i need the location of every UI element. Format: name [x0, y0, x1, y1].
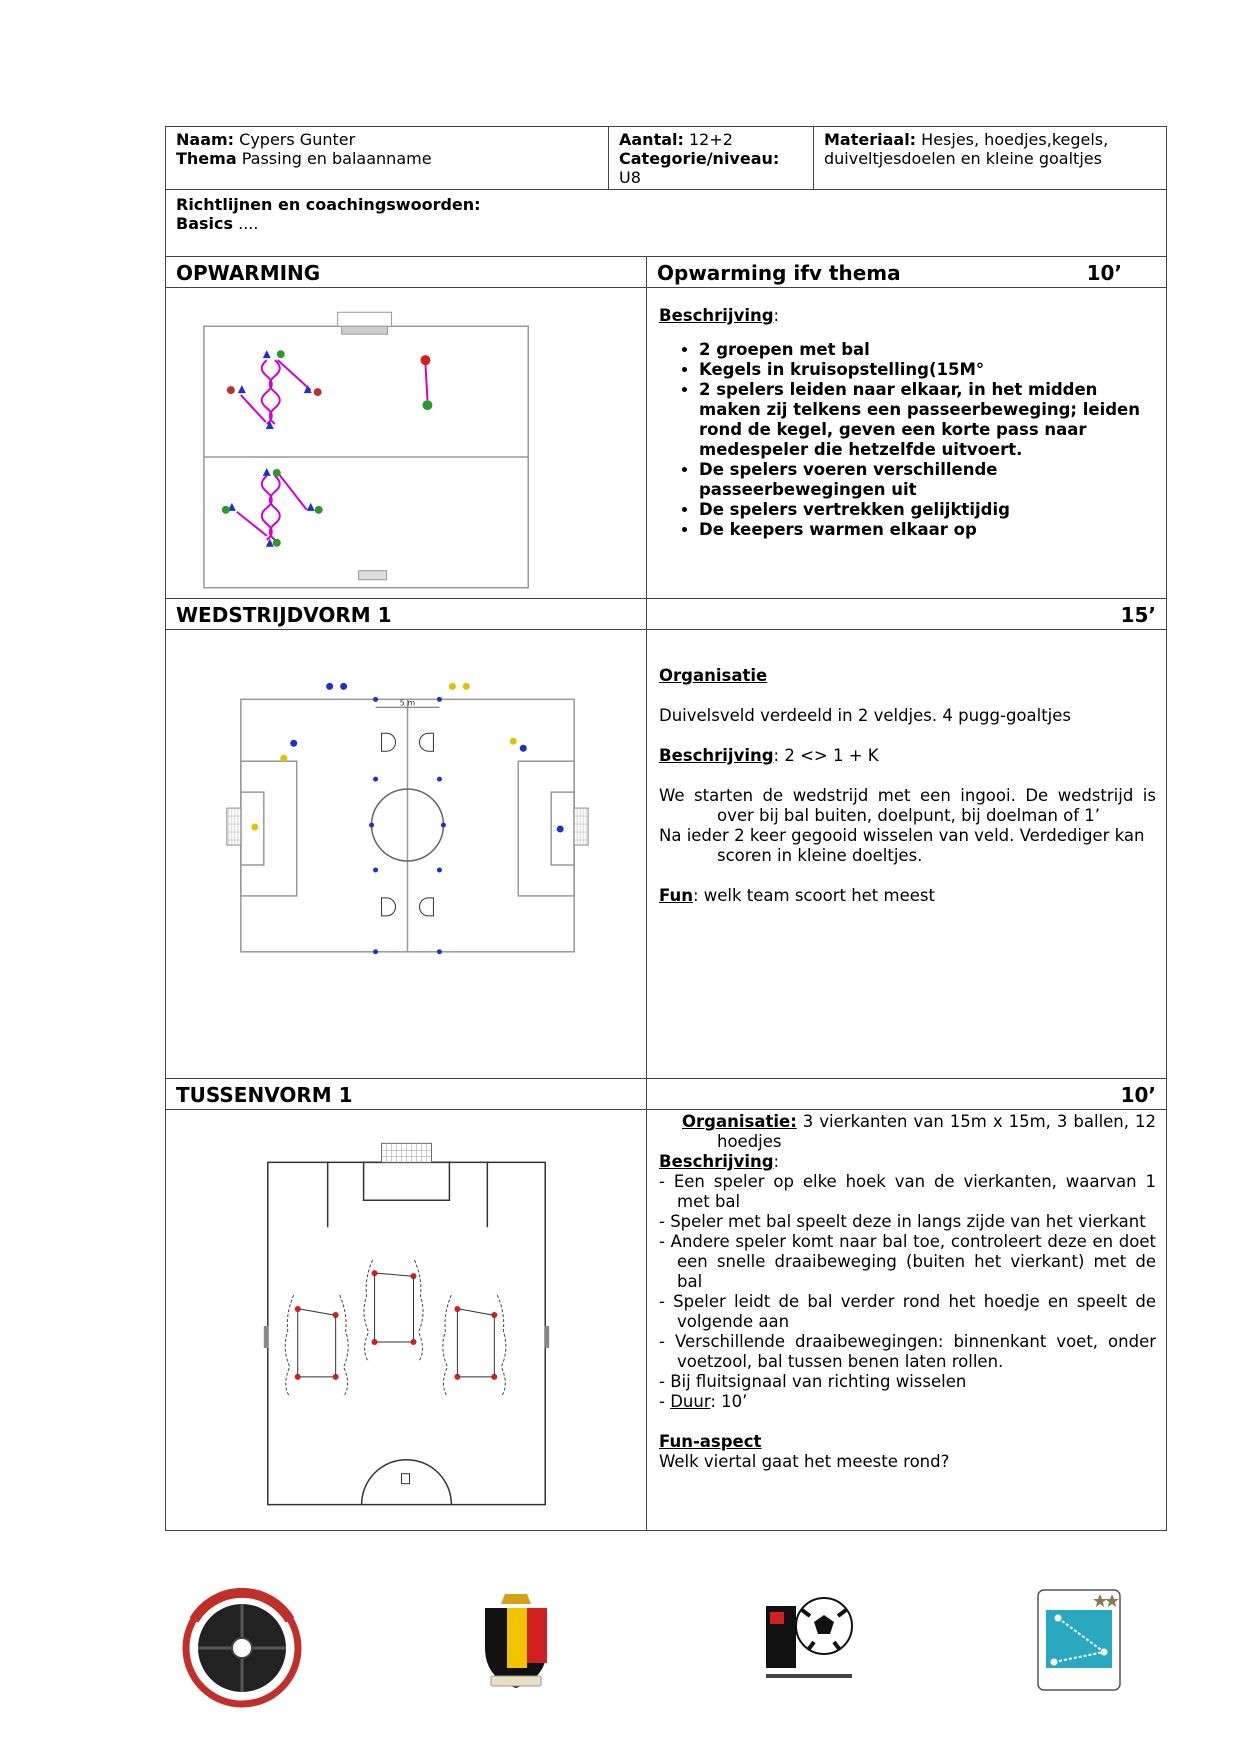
tussenvorm-fun-text: Welk viertal gaat het meeste rond?	[659, 1452, 950, 1471]
wedstrijdvorm-paragraph-2: Na ieder 2 keer gegooid wisselen van veld. Verdediger kan scoren in kleine doeltjes.	[659, 826, 1145, 865]
tussenvorm-item: - Een speler op elke hoek van de vierkanten, waarvan 1 met bal	[659, 1172, 1156, 1211]
wedstrijdvorm-title: WEDSTRIJDVORM 1	[166, 599, 647, 629]
tussenvorm-header	[166, 1079, 1166, 1110]
richtlijnen-cell	[166, 190, 491, 256]
basics-label: Basics	[176, 214, 234, 233]
wedstrijdvorm-body	[166, 630, 1166, 1079]
tussenvorm-organisatie-label: Organisatie:	[682, 1112, 797, 1131]
tussenvorm-organisatie-value: 3 vierkanten van 15m x 15m, 3 ballen, 12 hoedjes	[717, 1112, 1156, 1151]
aantal-cell	[609, 127, 814, 189]
opwarming-beschrijving-label: Beschrijving	[659, 306, 774, 325]
tussenvorm-item: - Bij fluitsignaal van richting wisselen	[659, 1372, 967, 1391]
tussenvorm-description: Organisatie: 3 vierkanten van 15m x 15m, 3 ballen, 12 hoedjes Beschrijving: - Een speler op elke hoek van de vierkanten, waarvan 1 met bal - Speler met bal speelt deze in langs zijde van het vierkant - Andere speler komt naar bal toe, controleert deze en doet een snelle draaibeweging (buiten het vierkant) met de bal - Speler leidt de bal verder rond het hoedje en speelt de volgende aan - Verschillende draaibewegingen: binnenkant voet, onder voetzool, bal tussen benen laten rollen. - Bij fluitsignaal van richting wisselen - Duur: 10’ Fun-aspect Welk viertal gaat het meeste rond?	[659, 1112, 1156, 1471]
opwarming-subheader	[647, 257, 1166, 287]
opwarming-description: Beschrijving: • 2 groepen met bal • Kegels in kruisopstelling(15M° • 2 spelers leiden naar elkaar, in het midden maken zij telkens een passeerbeweging; leiden rond de kegel, geven een korte pass naar medespeler die hetzelfde uitvoert. • De spelers voeren verschillende passeerbewegingen uit • De spelers vertrekken gelijktijdig • De keepers warmen elkaar op	[647, 288, 1166, 598]
wedstrijdvorm-beschrijving-label: Beschrijving	[659, 746, 774, 765]
tussenvorm-body	[166, 1110, 1166, 1530]
wedstrijdvorm-description	[647, 630, 1166, 1078]
categorie-value: U8	[619, 168, 641, 187]
opwarming-bullet: • De keepers warmen elkaar op	[699, 520, 1156, 540]
materiaal-cell	[814, 127, 1166, 189]
materiaal-value: Hesjes, hoedjes,kegels, duiveltjesdoelen en kleine goaltjes	[824, 130, 1109, 168]
duur-prefix: -	[659, 1392, 671, 1411]
wedstrijdvorm-diagram-cell	[166, 630, 647, 1078]
organisatie-label: Organisatie	[659, 666, 768, 685]
opwarming-field-diagram	[166, 288, 646, 599]
footer-logos	[0, 1570, 1238, 1710]
distance-label: 5 m	[399, 698, 416, 708]
tussenvorm-duration: 10’	[1120, 1083, 1156, 1107]
wedstrijdvorm-paragraph-1: We starten de wedstrijd met een ingooi. De wedstrijd is over bij bal buiten, doelpunt, bij doelman of 1’	[659, 786, 1156, 825]
opwarming-duration: 10’	[1086, 261, 1122, 285]
tussenvorm-diagram-cell	[166, 1110, 647, 1530]
opwarming-header	[166, 257, 1166, 288]
aantal-label: Aantal:	[619, 130, 684, 149]
duur-value: : 10’	[710, 1392, 748, 1411]
gestel-lummen-logo	[180, 1586, 305, 1711]
duur-label: Duur	[670, 1392, 711, 1411]
categorie-label: Categorie/niveau:	[619, 149, 780, 168]
foot-education-logo	[762, 1588, 854, 1688]
tussenvorm-item: - Verschillende draaibewegingen: binnenkant voet, onder voetzool, bal tussen benen laten rollen.	[659, 1332, 1156, 1371]
tussenvorm-item: - Speler leidt de bal verder rond het hoedje en speelt de volgende aan	[659, 1292, 1156, 1331]
trainer-cell	[166, 127, 609, 189]
opwarming-bullet: • Kegels in kruisopstelling(15M°	[699, 360, 1156, 380]
opwarming-bullet: • De spelers vertrekken gelijktijdig	[699, 500, 1156, 520]
materiaal-label: Materiaal:	[824, 130, 917, 149]
opwarming-title: OPWARMING	[166, 257, 647, 287]
tussenvorm-fun-label: Fun-aspect	[659, 1432, 762, 1451]
tussenvorm-item: - Andere speler komt naar bal toe, controleert deze en doet een snelle draaibeweging (buiten het vierkant) met de bal	[659, 1232, 1156, 1291]
opwarming-body	[166, 288, 1166, 599]
opwarming-diagram-cell	[166, 288, 647, 598]
wedstrijdvorm-fun-value: : welk team scoort het meest	[692, 886, 935, 905]
training-plan-table	[165, 126, 1167, 1531]
opwarming-bullet: • 2 spelers leiden naar elkaar, in het midden maken zij telkens een passeerbeweging; leiden rond de kegel, geven een korte pass naar medespeler die hetzelfde uitvoert.	[699, 380, 1156, 460]
opwarming-subtitle: Opwarming ifv thema	[657, 261, 901, 285]
opwarming-bullet-list	[659, 340, 1156, 540]
opwarming-bullet: • 2 groepen met bal	[699, 340, 1156, 360]
richtlijnen-label: Richtlijnen en coachingswoorden:	[176, 195, 481, 214]
wedstrijdvorm-beschrijving-value: : 2 <> 1 + K	[773, 746, 879, 765]
wedstrijdvorm-field-diagram	[166, 630, 646, 1079]
naam-value: Cypers Gunter	[234, 130, 356, 149]
thema-value: Passing en balaanname	[236, 149, 432, 168]
naam-label: Naam:	[176, 130, 235, 149]
wedstrijdvorm-fun-label: Fun	[659, 886, 693, 905]
tussenvorm-title: TUSSENVORM 1	[166, 1079, 647, 1109]
foot-pass-logo	[1036, 1588, 1122, 1692]
tussenvorm-field-diagram	[166, 1110, 646, 1530]
wedstrijdvorm-duration: 15’	[1120, 603, 1156, 627]
aantal-value: 12+2	[683, 130, 733, 149]
wedstrijdvorm-header	[166, 599, 1166, 630]
thema-label: Thema	[176, 149, 237, 168]
tussenvorm-beschrijving-label: Beschrijving	[659, 1152, 774, 1171]
kbvb-crest-logo	[477, 1590, 555, 1692]
opwarming-bullet: • De spelers voeren verschillende passeerbewegingen uit	[699, 460, 1156, 500]
tussenvorm-item: - Speler met bal speelt deze in langs zijde van het vierkant	[659, 1212, 1146, 1231]
basics-value: ....	[233, 214, 259, 233]
header-row	[166, 127, 1166, 190]
richtlijnen-row	[166, 190, 1166, 257]
organisatie-text: Duivelsveld verdeeld in 2 veldjes. 4 pugg-goaltjes	[659, 706, 1072, 725]
